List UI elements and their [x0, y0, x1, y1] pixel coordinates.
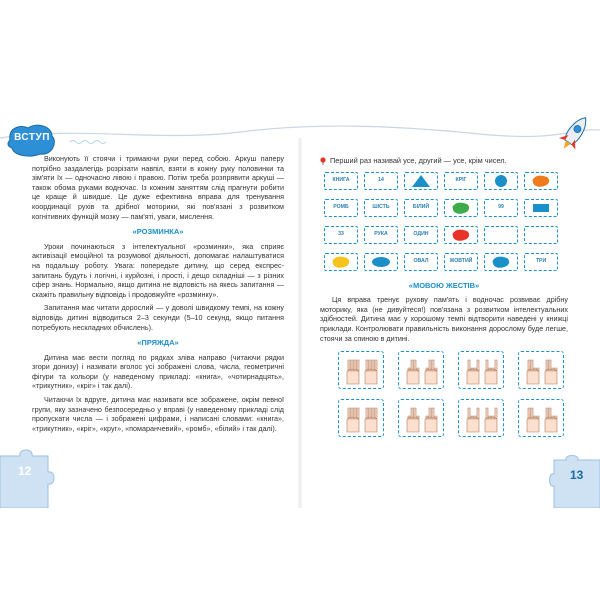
circle-shape-icon — [484, 172, 518, 190]
hands-icon — [521, 354, 561, 386]
grid-empty-cell — [484, 226, 518, 244]
grid-word — [364, 226, 398, 244]
grid-word — [444, 253, 478, 271]
hand-gesture-card — [398, 399, 444, 437]
section-badge: ВСТУП — [14, 132, 50, 143]
grid-word-label: ЖОВТИЙ — [449, 257, 473, 264]
page-gutter — [297, 138, 303, 508]
blob-shape-icon — [524, 172, 558, 190]
grid-word — [324, 199, 358, 217]
grid-empty-cell — [524, 226, 558, 244]
task-text: Перший раз називай усе, другий — усе, крім чисел. — [330, 156, 507, 165]
grid-word — [484, 199, 518, 217]
hands-icon — [341, 354, 381, 386]
hand-gesture-card — [518, 351, 564, 389]
grid-word-label: 14 — [378, 176, 384, 183]
page-number-right: 13 — [570, 468, 584, 482]
blob-shape-icon — [444, 226, 478, 244]
page-number-left: 12 — [18, 464, 32, 478]
triangle-shape-icon — [404, 172, 438, 190]
intro-paragraph: Виконують її стоячи і тримаючи руки перед собою. Аркуш паперу потрібно заздалегідь розрізати навпіл, взяти в кожну руку половинки та зім'яти їх — одночасно лівою і правою. Потім треба розпрявити аркуші — також обома руками водночас. Із кожним заняттям слід прагнути робити це краще й швидше. Це дуже ефективна вправа для тренування координації рухів та дрібної моторики, які пов'язані з розвитком когнітивних функцій мозку — пам'яті, уваги, мислення. — [32, 154, 284, 221]
left-page-text — [32, 154, 284, 437]
blob-shape — [493, 256, 510, 267]
grid-word — [404, 226, 438, 244]
heading-yarn: «ПРЯЖДА» — [137, 338, 179, 348]
warmup-paragraph-1: Уроки починаються з інтелектуальної «розминки», яка сприяє активізації емоційної та розумової діяльності, допомагає налаштуватися на подальшу роботу. Увага: попередьте дитину, що серед експрес-запитань будуть і логічні, і курйозні, і прості, і дещо складніші — з різних сфер знань. Нормально, якщо дитина не відповість на якесь запитання — скажіть правильну відповідь і продовжуйте «розминку». — [32, 241, 284, 299]
blob-shape-icon — [444, 199, 478, 217]
grid-word-label: БІЛИЙ — [412, 203, 430, 210]
grid-word — [404, 199, 438, 217]
circle-shape — [495, 175, 507, 187]
blob-shape — [533, 175, 550, 186]
rect-shape — [533, 204, 549, 212]
grid-word-label: ОДИН — [413, 230, 429, 237]
heading-warmup: «РОЗМИНКА» — [132, 227, 184, 237]
yarn-paragraph-2: Читаючи їх вдруге, дитина має називати все зображене, окрім певної групи, яку зазначено безпосередньо у вправі (у наведеному прикладі слід пропускати числа — і зображені цифрами, і написані словами: «книга», «трикутник», «кріг», «круг», «помаранчевий», «ромб», «білий» і так далі). — [32, 395, 284, 433]
hands-icon — [401, 354, 441, 386]
blob-shape — [333, 256, 350, 267]
pin-icon — [320, 157, 326, 165]
grid-word — [324, 226, 358, 244]
task-line — [320, 156, 568, 166]
hands-icon — [461, 354, 501, 386]
grid-word — [444, 172, 478, 190]
right-page-content — [320, 156, 568, 437]
blob-shape-icon — [324, 253, 358, 271]
ellipse-shape-icon — [364, 253, 398, 271]
grid-word-label: ШІСТЬ — [372, 203, 390, 210]
ellipse-shape — [372, 257, 390, 267]
grid-word — [364, 172, 398, 190]
hand-gesture-card — [338, 351, 384, 389]
rect-shape-icon — [524, 199, 558, 217]
grid-word — [524, 253, 558, 271]
blob-shape — [453, 202, 470, 213]
grid-word-label: 99 — [498, 203, 504, 210]
grid-word — [404, 253, 438, 271]
yarn-paragraph-1: Дитина має вести погляд по рядках зліва направо (читаючи рядки згори донизу) і називати вголос усі зображені слова, числа, геометричні фігури та кольори (у наведеному прикладі: «книга», «чотирнадцять», «трикутник», «кріг» і так далі). — [32, 352, 284, 391]
hands-icon — [461, 402, 501, 434]
triangle-shape — [412, 175, 430, 187]
hand-gesture-card — [518, 399, 564, 437]
grid-word-label: ОВАЛ — [413, 257, 429, 264]
hand-gesture-card — [398, 351, 444, 389]
gestures-paragraph: Ця вправа тренує рухову пам'ять і водночас розвиває дрібну моторику, яка (не дивуйтеся!) пов'язана з розвитком інтелектуальних здібностей. Дитина має у хорошому темпі відтворити наведені у книжці приклади. Контролювати правильність виконання дорослому буде легше, стоячи за спиною в дитині. — [320, 295, 568, 343]
hand-gesture-card — [338, 399, 384, 437]
hand-gesture-card — [458, 351, 504, 389]
blob-shape — [453, 229, 470, 240]
word-shape-grid — [324, 172, 568, 271]
rocket-icon — [556, 112, 592, 156]
warmup-paragraph-2: Запитання має читати дорослий — у доволі швидкому темпі, на кожну відповідь дитині відводиться 2–3 секунди (5–10 секунд, якщо питання потребують нескладних обчислень). — [32, 303, 284, 332]
grid-word — [364, 199, 398, 217]
grid-word-label: КРІГ — [455, 176, 467, 183]
hand-gesture-grid — [338, 351, 568, 437]
puzzle-piece-left — [0, 448, 60, 508]
grid-word-label: РУКА — [374, 230, 388, 237]
grid-word-label: ТРИ — [535, 257, 547, 264]
book-spread — [0, 108, 600, 508]
grid-word — [324, 172, 358, 190]
hands-icon — [521, 402, 561, 434]
hand-gesture-card — [458, 399, 504, 437]
hands-icon — [401, 402, 441, 434]
grid-word-label: 33 — [338, 230, 344, 237]
grid-word-label: КНИГА — [332, 176, 350, 183]
hands-icon — [341, 402, 381, 434]
grid-word-label: РОМБ — [333, 203, 349, 210]
heading-gestures: «МОВОЮ ЖЕСТІВ» — [408, 280, 480, 290]
blob-shape-icon — [484, 253, 518, 271]
